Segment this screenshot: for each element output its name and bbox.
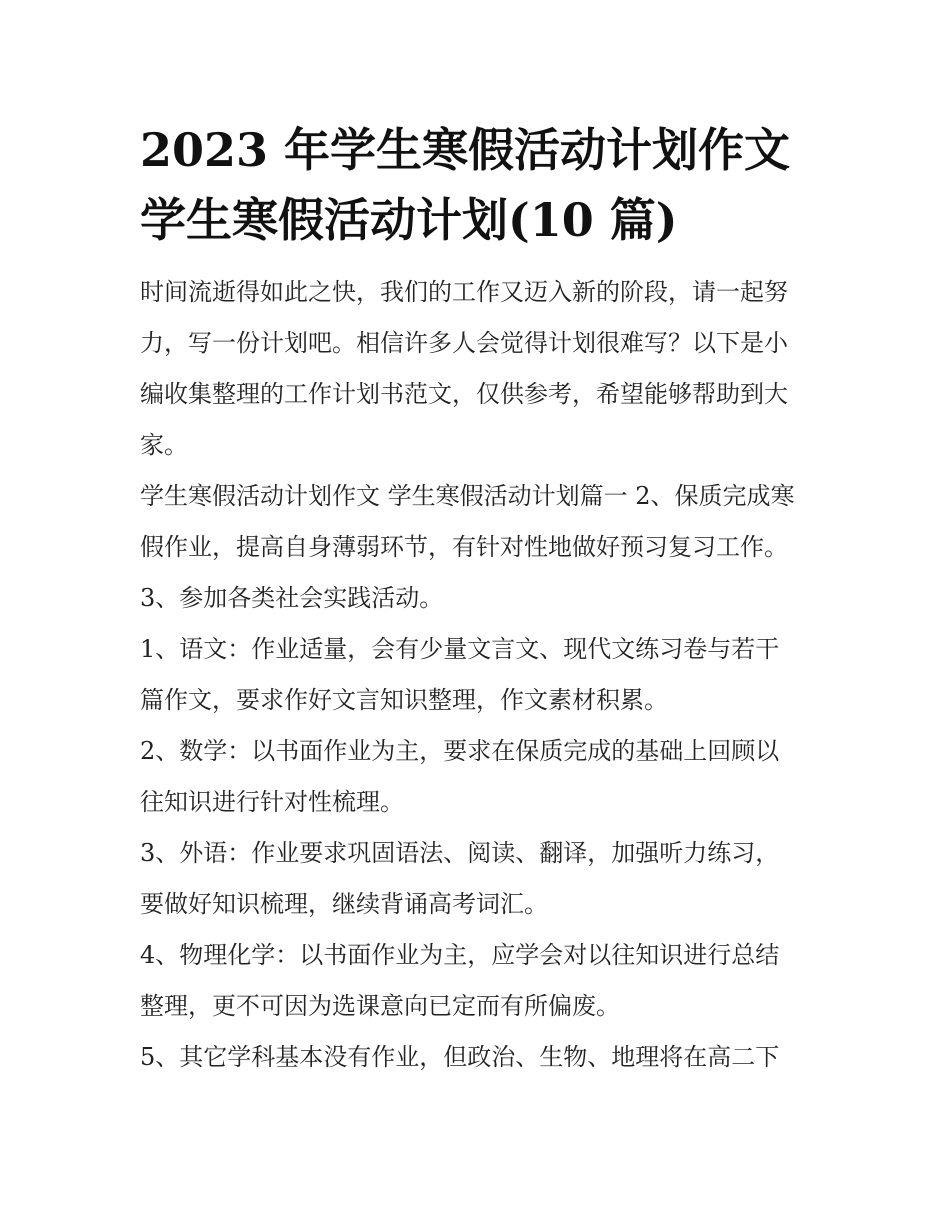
text-line: 学生寒假活动计划作文 学生寒假活动计划篇一 2、保质完成寒: [140, 482, 795, 510]
section-paragraph: [140, 471, 815, 573]
text-line: 3、外语：作业要求巩固语法、阅读、翻译，加强听力练习，: [140, 839, 780, 867]
list-item-paragraph: [140, 1032, 815, 1083]
text-line: 往知识进行针对性梳理。: [140, 788, 404, 816]
list-item-paragraph: [140, 573, 815, 624]
text-line: 要做好知识梳理，继续背诵高考词汇。: [140, 890, 548, 918]
list-item-paragraph: [140, 726, 815, 828]
title-line: 2023 年学生寒假活动计划作文: [140, 123, 791, 177]
text-line: 4、物理化学：以书面作业为主，应学会对以往知识进行总结: [140, 941, 780, 969]
text-line: 篇作文，要求作好文言知识整理，作文素材积累。: [140, 686, 668, 714]
list-item-paragraph: [140, 624, 815, 726]
text-line: 编收集整理的工作计划书范文，仅供参考，希望能够帮助到大: [140, 380, 788, 408]
list-item-paragraph: [140, 930, 815, 1032]
text-line: 力，写一份计划吧。相信许多人会觉得计划很难写？以下是小: [140, 329, 788, 357]
text-line: 时间流逝得如此之快，我们的工作又迈入新的阶段，请一起努: [140, 278, 788, 306]
document-body: [140, 115, 815, 1083]
text-line: 5、其它学科基本没有作业，但政治、生物、地理将在高二下: [140, 1043, 780, 1071]
text-line: 3、参加各类社会实践活动。: [140, 584, 444, 612]
text-line: 2、数学：以书面作业为主，要求在保质完成的基础上回顾以: [140, 737, 780, 765]
document-title: [140, 115, 815, 255]
text-line: 假作业，提高自身薄弱环节，有针对性地做好预习复习工作。: [140, 533, 788, 561]
text-line: 1、语文：作业适量，会有少量文言文、现代文练习卷与若干: [140, 635, 780, 663]
text-line: 家。: [140, 431, 188, 459]
title-line: 学生寒假活动计划(10 篇): [140, 193, 678, 247]
intro-paragraph: [140, 267, 815, 471]
text-line: 整理，更不可因为选课意向已定而有所偏废。: [140, 992, 620, 1020]
list-item-paragraph: [140, 828, 815, 930]
